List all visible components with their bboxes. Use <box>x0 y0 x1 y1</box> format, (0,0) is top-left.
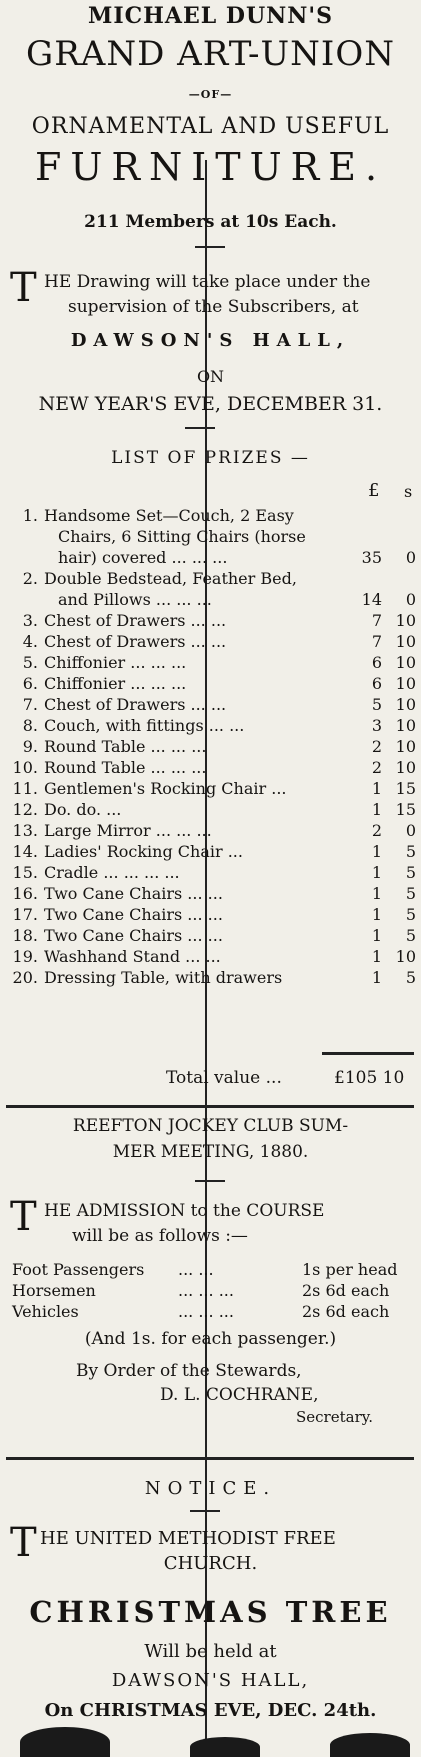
prize-description: Handsome Set—Couch, 2 Easy <box>44 506 294 525</box>
prize-description: Cradle ... ... ... ... <box>44 863 180 882</box>
prize-number: 9. <box>22 737 38 756</box>
prize-list-title: LIST OF PRIZES — <box>111 448 310 468</box>
prize-number: 19. <box>12 947 38 966</box>
prize-number: 10. <box>12 758 38 777</box>
furniture-heading: FURNITURE. <box>34 145 387 189</box>
prize-description: hair) covered ... ... ... <box>58 548 228 567</box>
held-line: Will be held at <box>144 1641 277 1662</box>
prize-description: Washhand Stand ... ... <box>44 947 221 966</box>
art-union-title: GRAND ART-UNION <box>26 34 395 74</box>
fee-price: 2s 6d each <box>302 1302 390 1321</box>
drop-cap: T <box>10 1520 37 1566</box>
drawing-line-2: supervision of the Subscribers, at <box>68 297 359 317</box>
secretary-title: Secretary. <box>296 1408 373 1426</box>
admission-line-2: will be as follows :— <box>72 1226 248 1246</box>
short-divider <box>195 1180 225 1182</box>
prize-number: 5. <box>22 653 38 672</box>
jockey-club-heading-2: MER MEETING, 1880. <box>112 1142 309 1162</box>
prize-description: Double Bedstead, Feather Bed, <box>44 569 297 588</box>
prize-shillings: 10 <box>395 758 416 777</box>
prize-pounds: 1 <box>371 863 382 882</box>
prize-shillings: 10 <box>395 737 416 756</box>
fee-price: 1s per head <box>302 1260 398 1279</box>
prize-pounds: 1 <box>371 800 382 819</box>
prize-pounds: 1 <box>371 842 382 861</box>
prize-number: 12. <box>12 800 38 819</box>
prize-number: 8. <box>22 716 38 735</box>
prize-shillings: 5 <box>405 926 416 945</box>
ink-blot <box>20 1727 110 1757</box>
prize-description: Chiffonier ... ... ... <box>44 653 187 672</box>
prize-number: 17. <box>12 905 38 924</box>
notice-heading: NOTICE. <box>144 1478 277 1499</box>
drawing-line-1: HE Drawing will take place under the <box>44 272 371 292</box>
prize-shillings: 5 <box>405 884 416 903</box>
prize-shillings: 15 <box>395 800 416 819</box>
prize-description: Chest of Drawers ... ... <box>44 611 227 630</box>
prize-shillings: 10 <box>395 611 416 630</box>
prize-description: Round Table ... ... ... <box>44 737 207 756</box>
prize-shillings: 0 <box>405 590 416 609</box>
prize-shillings: 0 <box>405 821 416 840</box>
prize-number: 20. <box>12 968 38 987</box>
prize-pounds: 2 <box>371 737 382 756</box>
prize-pounds: 6 <box>371 674 382 693</box>
prize-number: 1. <box>22 506 38 525</box>
prize-number: 4. <box>22 632 38 651</box>
admission-line-1: HE ADMISSION to the COURSE <box>44 1201 325 1221</box>
drop-cap: T <box>10 265 37 311</box>
prize-description: Couch, with fittings ... ... <box>44 716 245 735</box>
prize-shillings: 10 <box>395 716 416 735</box>
fee-category: Horsemen <box>12 1281 96 1300</box>
prize-pounds: 5 <box>371 695 382 714</box>
advertiser-name: MICHAEL DUNN'S <box>87 3 333 29</box>
shillings-unit: s <box>404 482 413 501</box>
members-line: 211 Members at 10s Each. <box>84 212 337 232</box>
section-rule <box>6 1457 414 1460</box>
prize-description: Gentlemen's Rocking Chair ... <box>44 779 287 798</box>
prize-pounds: 7 <box>371 611 382 630</box>
prize-shillings: 10 <box>395 632 416 651</box>
prize-pounds: 1 <box>371 947 382 966</box>
prize-pounds: 1 <box>371 779 382 798</box>
drop-cap: T <box>10 1194 37 1240</box>
prize-shillings: 10 <box>395 653 416 672</box>
prize-shillings: 5 <box>405 968 416 987</box>
prize-number: 16. <box>12 884 38 903</box>
prize-description: Do. do. ... <box>44 800 122 819</box>
prize-pounds: 1 <box>371 905 382 924</box>
prize-shillings: 0 <box>405 548 416 567</box>
passenger-note: (And 1s. for each passenger.) <box>84 1329 337 1349</box>
of-separator: —OF— <box>188 88 233 101</box>
prize-pounds: 2 <box>371 821 382 840</box>
prize-number: 14. <box>12 842 38 861</box>
prize-description: Dressing Table, with drawers <box>44 968 283 987</box>
prize-shillings: 5 <box>405 905 416 924</box>
ink-blot <box>330 1733 410 1757</box>
prize-description: Ladies' Rocking Chair ... <box>44 842 243 861</box>
art-union-subtitle: ORNAMENTAL AND USEFUL <box>31 114 390 139</box>
on-word: ON <box>196 367 225 386</box>
prize-shillings: 10 <box>395 674 416 693</box>
fee-leader-dots: ... ... ... <box>178 1281 234 1300</box>
prize-description: Chairs, 6 Sitting Chairs (horse <box>58 527 306 546</box>
jockey-club-heading-1: REEFTON JOCKEY CLUB SUM- <box>72 1116 349 1136</box>
prize-description: Large Mirror ... ... ... <box>44 821 212 840</box>
prize-number: 3. <box>22 611 38 630</box>
christmas-tree-heading: CHRISTMAS TREE <box>29 1595 392 1629</box>
prize-number: 7. <box>22 695 38 714</box>
ink-blot <box>190 1737 260 1757</box>
hall-name: DAWSON'S HALL, <box>70 330 351 351</box>
short-divider <box>185 427 215 429</box>
prize-shillings: 15 <box>395 779 416 798</box>
fee-category: Vehicles <box>12 1302 79 1321</box>
christmas-date: On CHRISTMAS EVE, DEC. 24th. <box>44 1700 377 1721</box>
church-line-2: CHURCH. <box>163 1553 258 1574</box>
church-line-1: HE UNITED METHODIST FREE <box>40 1528 336 1549</box>
fee-category: Foot Passengers <box>12 1260 145 1279</box>
prize-shillings: 5 <box>405 863 416 882</box>
prize-description: Chest of Drawers ... ... <box>44 632 227 651</box>
prize-description: Two Cane Chairs ... ... <box>44 926 223 945</box>
prize-description: Chiffonier ... ... ... <box>44 674 187 693</box>
prize-description: Two Cane Chairs ... ... <box>44 905 223 924</box>
prize-pounds: 7 <box>371 632 382 651</box>
prize-number: 2. <box>22 569 38 588</box>
prize-shillings: 5 <box>405 842 416 861</box>
fee-leader-dots: ... ... <box>178 1260 214 1279</box>
prize-description: Chest of Drawers ... ... <box>44 695 227 714</box>
prize-pounds: 6 <box>371 653 382 672</box>
prize-number: 6. <box>22 674 38 693</box>
prize-description: and Pillows ... ... ... <box>58 590 212 609</box>
drawing-date: NEW YEAR'S EVE, DECEMBER 31. <box>38 393 383 415</box>
prize-pounds: 1 <box>371 926 382 945</box>
prize-pounds: 3 <box>371 716 382 735</box>
short-divider <box>195 246 225 248</box>
prize-number: 13. <box>12 821 38 840</box>
prize-description: Two Cane Chairs ... ... <box>44 884 223 903</box>
fee-price: 2s 6d each <box>302 1281 390 1300</box>
short-divider <box>190 1510 220 1512</box>
prize-shillings: 10 <box>395 947 416 966</box>
prize-pounds: 35 <box>361 548 382 567</box>
prize-pounds: 14 <box>361 590 382 609</box>
secretary-name: D. L. COCHRANE, <box>160 1385 319 1405</box>
fee-leader-dots: ... ... ... <box>178 1302 234 1321</box>
prize-shillings: 10 <box>395 695 416 714</box>
prize-pounds: 2 <box>371 758 382 777</box>
total-value: £105 10 <box>334 1068 405 1088</box>
order-line: By Order of the Stewards, <box>76 1361 302 1381</box>
total-rule <box>322 1052 414 1055</box>
section-rule <box>6 1105 414 1108</box>
prize-number: 11. <box>12 779 38 798</box>
prize-pounds: 1 <box>371 884 382 903</box>
christmas-hall: DAWSON'S HALL, <box>111 1670 310 1691</box>
prize-pounds: 1 <box>371 968 382 987</box>
prize-number: 18. <box>12 926 38 945</box>
prize-description: Round Table ... ... ... <box>44 758 207 777</box>
prize-number: 15. <box>12 863 38 882</box>
total-label: Total value ... <box>166 1068 282 1088</box>
pounds-unit: £ <box>368 480 380 501</box>
